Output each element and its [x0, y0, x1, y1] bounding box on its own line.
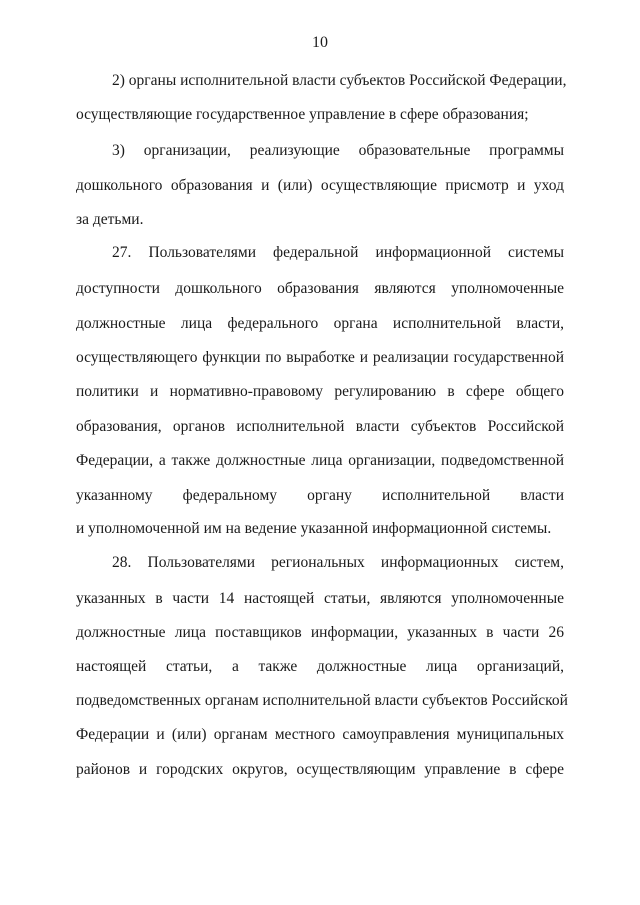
text-line: за детьми. [76, 211, 144, 228]
text-line: указанному федеральному органу исполнительной власти [76, 487, 564, 504]
text-line: указанных в части 14 настоящей статьи, являются уполномоченные [76, 590, 564, 607]
text-line: дошкольного образования и (или) осуществляющие присмотр и уход [76, 177, 564, 194]
text-line: настоящей статьи, а также должностные лица организаций, [76, 658, 564, 675]
text-line: доступности дошкольного образования являются уполномоченные [76, 280, 564, 297]
text-line: должностные лица федерального органа исполнительной власти, [76, 315, 564, 332]
text-line: и уполномоченной им на ведение указанной информационной системы. [76, 520, 552, 537]
text-line: должностные лица поставщиков информации, указанных в части 26 [76, 624, 564, 641]
text-line: политики и нормативно-правовому регулированию в сфере общего [76, 383, 564, 400]
text-line: 28. Пользователями региональных информационных систем, [112, 554, 564, 571]
text-line: осуществляющие государственное управление в сфере образования; [76, 106, 529, 123]
page-number: 10 [312, 34, 328, 51]
text-line: 3) организации, реализующие образовательные программы [112, 142, 564, 159]
text-line: образования, органов исполнительной власти субъектов Российской [76, 418, 564, 435]
text-line: 27. Пользователями федеральной информационной системы [112, 244, 564, 261]
text-line: Федерации, а также должностные лица организации, подведомственной [76, 452, 564, 469]
text-line: Федерации и (или) органам местного самоуправления муниципальных [76, 726, 564, 743]
text-line: 2) органы исполнительной власти субъектов Российской Федерации, [112, 72, 567, 89]
text-line: районов и городских округов, осуществляющим управление в сфере [76, 761, 564, 778]
text-line: осуществляющего функции по выработке и реализации государственной [76, 349, 564, 366]
text-line: подведомственных органам исполнительной власти субъектов Российской [76, 692, 568, 709]
